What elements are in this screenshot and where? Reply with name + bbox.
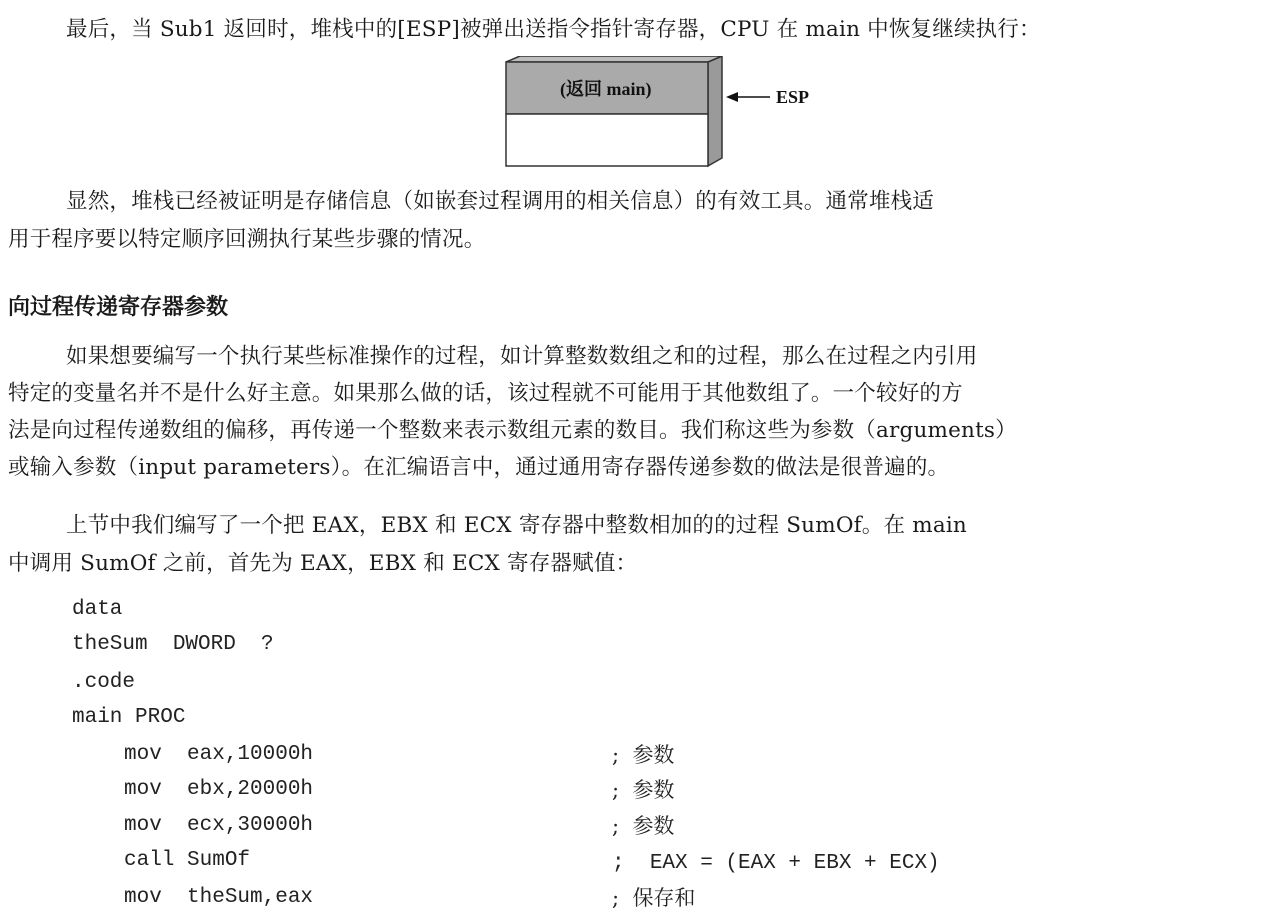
code-line: mov theSum,eax: [124, 886, 314, 909]
args-paragraph-line-4: 或输入参数（input parameters）。在汇编语言中，通过通用寄存器传递参数的做法是很普遍的。: [8, 455, 950, 480]
code-line: mov ecx,30000h: [124, 814, 314, 837]
code-comment: ; 保存和: [612, 886, 696, 910]
sumof-paragraph-line-2: 中调用 SumOf 之前，首先为 EAX，EBX 和 ECX 寄存器赋值：: [8, 551, 638, 576]
code-line: call SumOf: [124, 849, 251, 872]
stack-diagram: [500, 56, 830, 176]
stack-paragraph-line-2: 用于程序要以特定顺序回溯执行某些步骤的情况。: [8, 227, 486, 252]
code-line: mov ebx,20000h: [124, 778, 314, 801]
code-line: data: [72, 598, 123, 621]
code-comment: ; 参数: [612, 814, 675, 838]
stack-box-top: [506, 56, 722, 62]
code-line: mov eax,10000h: [124, 743, 314, 766]
code-comment: ; 参数: [612, 778, 675, 802]
stack-box-side: [708, 56, 722, 166]
esp-arrow-head: [726, 92, 738, 102]
sumof-paragraph-line-1: 上节中我们编写了一个把 EAX，EBX 和 ECX 寄存器中整数相加的的过程 SumOf。在 main: [66, 513, 967, 538]
intro-line: 最后，当 Sub1 返回时，堆栈中的[ESP]被弹出送指令指针寄存器，CPU 在 main 中恢复继续执行：: [66, 17, 1041, 42]
code-line: .code: [72, 671, 136, 694]
stack-cell-bottom: [506, 114, 708, 166]
code-line: theSum DWORD ?: [72, 633, 274, 656]
args-paragraph-line-3: 法是向过程传递数组的偏移，再传递一个整数来表示数组元素的数目。我们称这些为参数（arguments）: [8, 418, 1017, 443]
args-paragraph-line-2: 特定的变量名并不是什么好主意。如果那么做的话，该过程就不可能用于其他数组了。一个较好的方: [8, 381, 963, 406]
section-heading: 向过程传递寄存器参数: [8, 295, 229, 320]
code-line: main PROC: [72, 706, 186, 729]
stack-paragraph-line-1: 显然，堆栈已经被证明是存储信息（如嵌套过程调用的相关信息）的有效工具。通常堆栈适: [66, 189, 935, 214]
code-comment: ; EAX = (EAX + EBX + ECX): [612, 852, 940, 875]
code-comment: ; 参数: [612, 743, 675, 767]
stack-cell-label: (返回 main): [560, 79, 652, 99]
esp-label: ESP: [776, 87, 810, 107]
args-paragraph-line-1: 如果想要编写一个执行某些标准操作的过程，如计算整数数组之和的过程，那么在过程之内引用: [66, 344, 978, 369]
